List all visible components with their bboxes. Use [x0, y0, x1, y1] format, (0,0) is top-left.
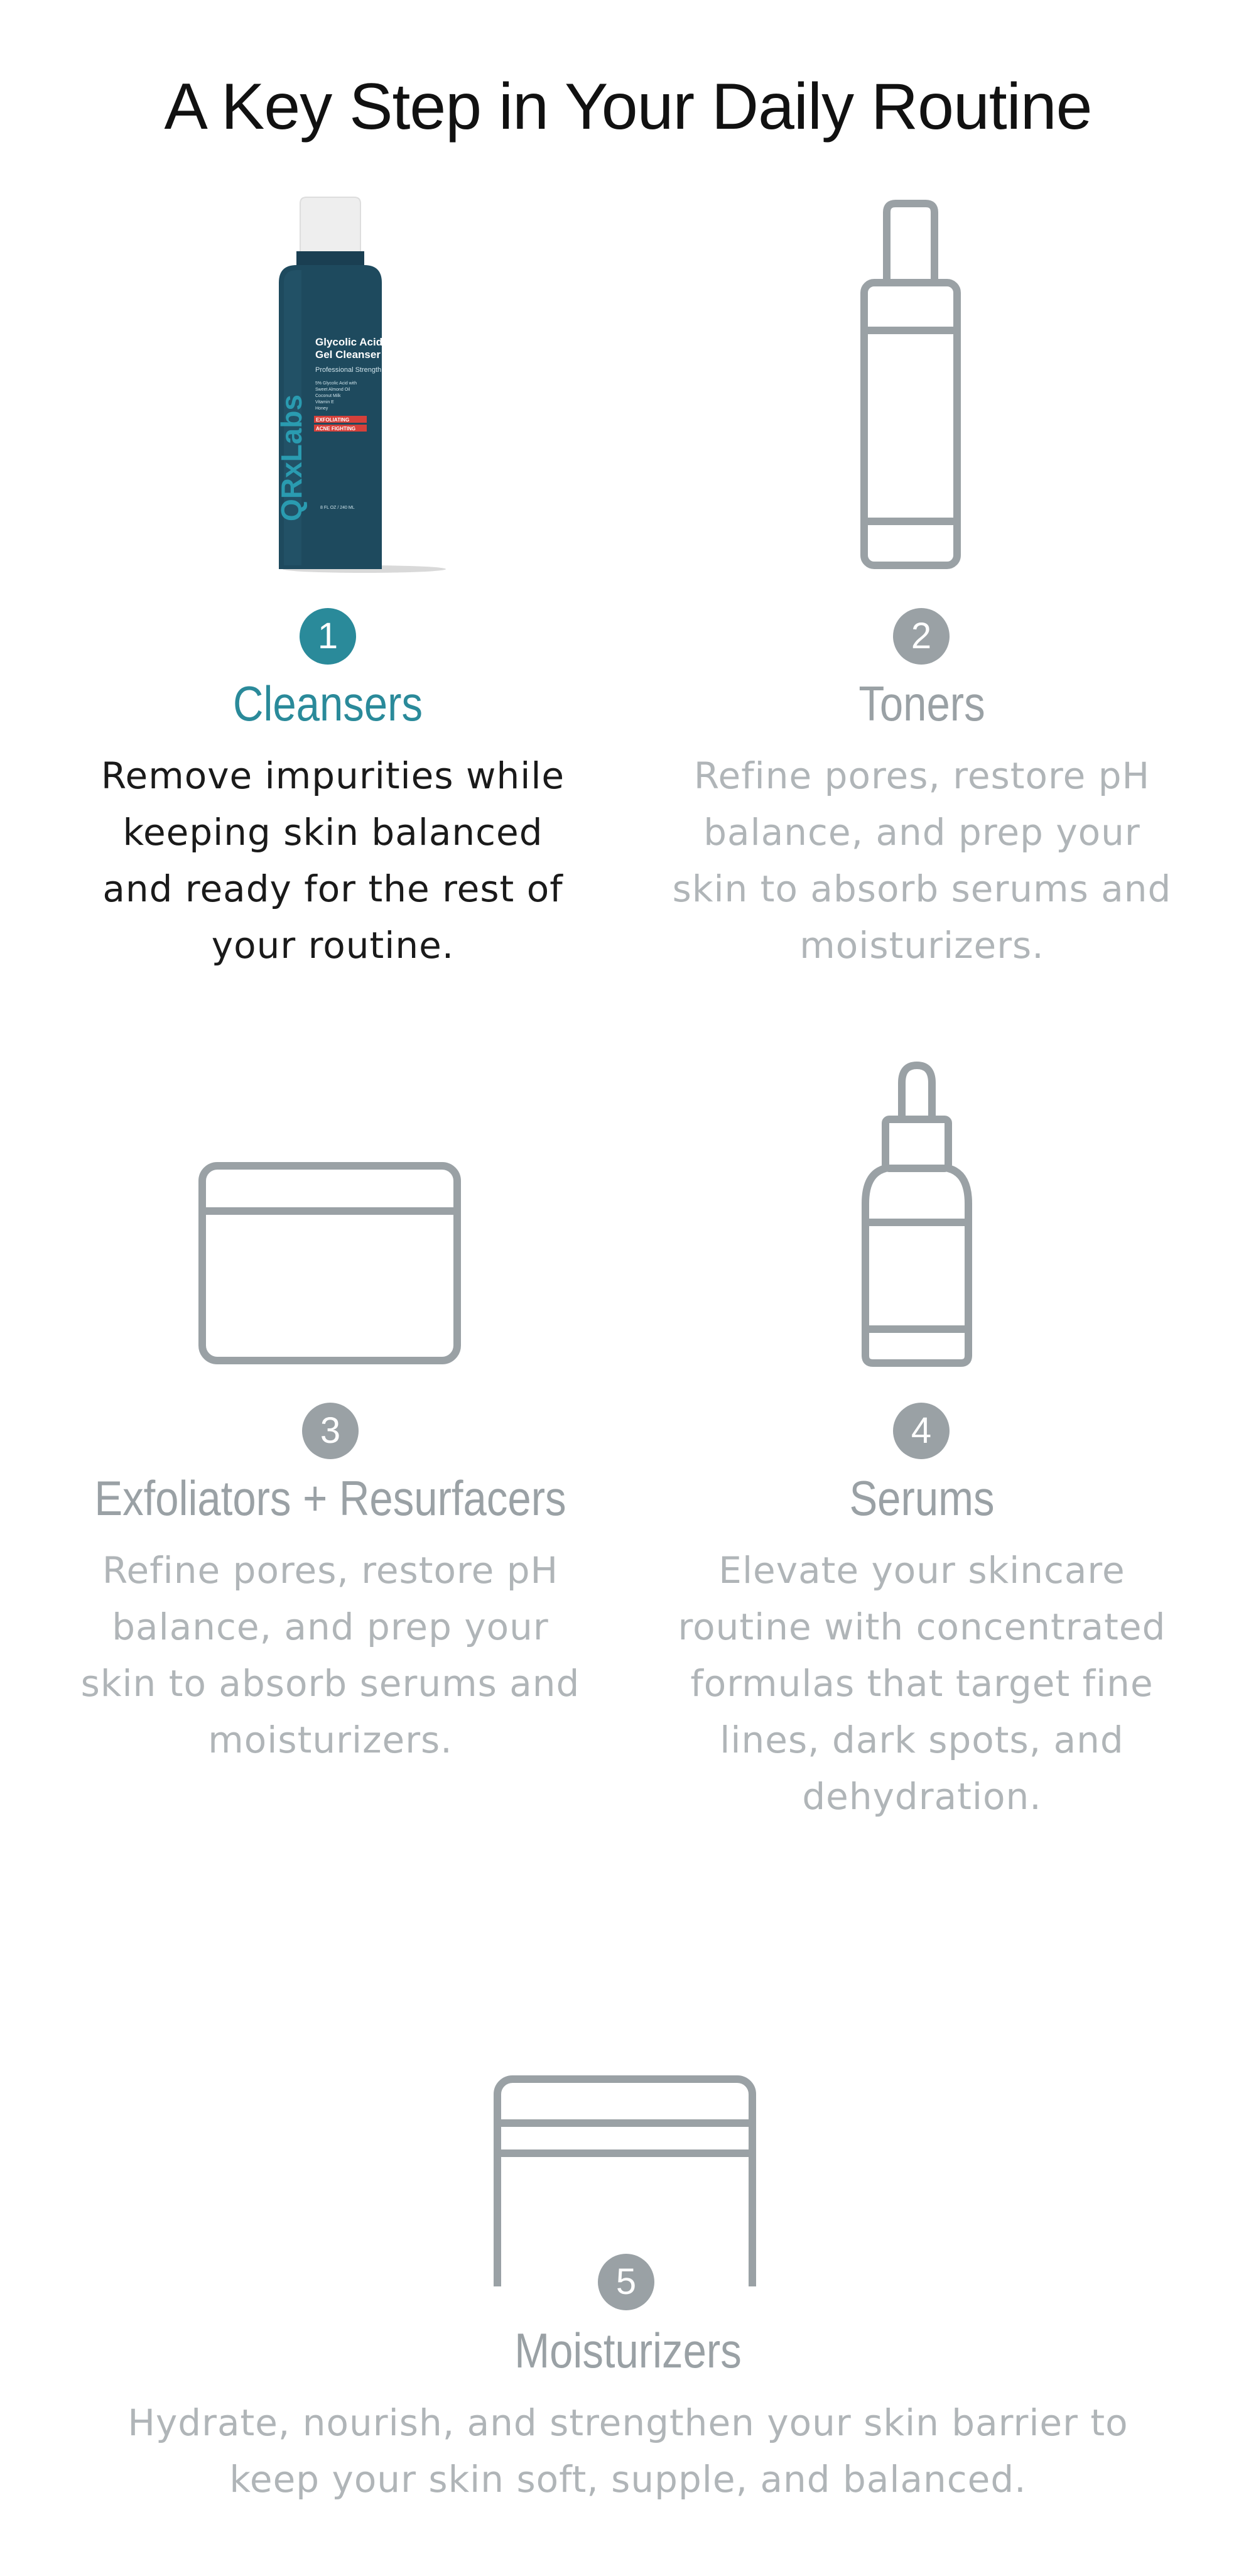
product-detail-5: Honey [315, 406, 328, 411]
step-number-badge: 3 [302, 1403, 359, 1459]
step-description: Refine pores, restore pH balance, and prep your skin to absorb serums and moisturizers. [672, 754, 1172, 967]
step-serums [628, 1005, 1256, 1947]
product-name-line2: Gel Cleanser [315, 349, 381, 361]
step-number-badge: 4 [893, 1403, 950, 1459]
product-badge-line1: EXFOLIATING [316, 417, 350, 423]
step-title: Moisturizers [514, 2323, 742, 2378]
step-title: Serums [849, 1470, 995, 1526]
product-strength: Professional Strength [315, 366, 382, 374]
product-volume: 8 FL OZ / 240 ML [320, 506, 355, 510]
product-detail-4: Vitamin E [315, 400, 334, 405]
step-number-badge: 5 [598, 2254, 654, 2310]
step-title: Toners [858, 676, 985, 731]
product-detail-2: Sweet Almond Oil [315, 388, 350, 392]
product-badge-line2: ACNE FIGHTING [316, 426, 356, 432]
step-moisturizers [0, 1947, 1256, 2576]
step-description: Hydrate, nourish, and strengthen your skin barrier to keep your skin soft, supple, and balanced. [127, 2401, 1129, 2501]
dropper-bottle-icon [854, 1062, 980, 1369]
pad-jar-icon [195, 1156, 465, 1369]
step-exfoliators [0, 1005, 628, 1947]
step-cleansers [0, 0, 628, 1005]
cleanser-bottle-product-image [239, 195, 465, 578]
step-title: Cleansers [233, 676, 423, 731]
cream-jar-icon [490, 2010, 760, 2286]
page-title: A Key Step in Your Daily Routine [164, 70, 1092, 143]
step-description: Remove impurities while keeping skin balanced and ready for the rest of your routine. [100, 754, 565, 967]
step-description: Elevate your skincare routine with concentrated formulas that target fine lines, dark spots, and dehydration. [678, 1549, 1166, 1818]
product-brand-label: QRxLabs [275, 394, 308, 521]
product-detail-1: 5% Glycolic Acid with [315, 381, 357, 386]
step-number-badge: 1 [300, 608, 356, 665]
product-detail-3: Coconut Milk [315, 394, 341, 398]
step-title: Exfoliators + Resurfacers [94, 1470, 566, 1526]
step-number-badge: 2 [893, 608, 950, 665]
step-toners [628, 0, 1256, 1005]
step-description: Refine pores, restore pH balance, and prep your skin to absorb serums and moisturizers. [80, 1549, 580, 1761]
toner-bottle-icon [848, 195, 973, 578]
product-name-line1: Glycolic Acid [315, 336, 383, 348]
